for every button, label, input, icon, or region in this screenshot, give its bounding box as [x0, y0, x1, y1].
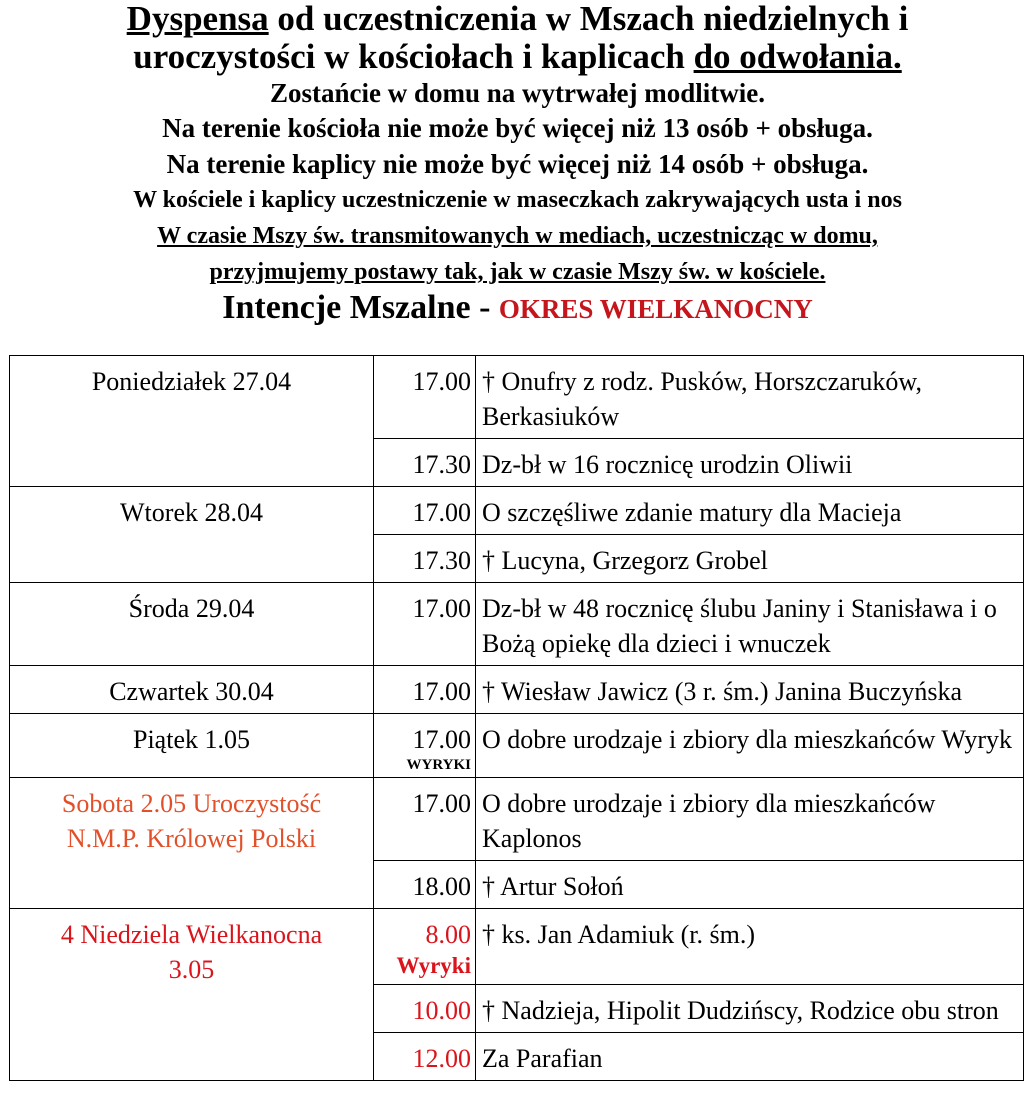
announcement-header: [0, 0, 1035, 327]
time-cell: 12.00: [374, 1033, 476, 1081]
intention-cell: Dz-bł w 48 rocznicę ślubu Janiny i Stanisława i o Bożą opiekę dla dzieci i wnuczek: [476, 583, 1024, 666]
day-cell-saturday: Sobota 2.05 Uroczystość N.M.P. Królowej Polski: [10, 778, 374, 909]
day-cell: Poniedziałek 27.04: [10, 356, 374, 487]
until-revoked: do odwołania.: [693, 37, 902, 76]
header-line-3: Zostańcie w domu na wytrwałej modlitwie.: [270, 78, 765, 108]
day-cell: Środa 29.04: [10, 583, 374, 666]
location-note: WYRYKI: [406, 757, 471, 773]
intention-cell: Dz-bł w 16 rocznicę urodzin Oliwii: [476, 439, 1024, 487]
table-row: [10, 356, 1024, 439]
dispensation-word: Dyspensa: [126, 0, 269, 38]
time-cell: 17.00: [374, 356, 476, 439]
day-cell: Piątek 1.05: [10, 714, 374, 778]
header-line-1: Dyspensa od uczestniczenia w Mszach niedzielnych i: [126, 0, 909, 38]
time-cell: 10.00: [374, 985, 476, 1033]
time-cell: 17.00: [374, 778, 476, 861]
header-line-5: Na terenie kaplicy nie może być więcej niż 14 osób + obsługa.: [166, 149, 869, 179]
day-cell-sunday: 4 Niedziela Wielkanocna 3.05: [10, 909, 374, 1081]
header-line-7: W czasie Mszy św. transmitowanych w mediach, uczestnicząc w domu,: [157, 223, 878, 249]
location-note: Wyryki: [396, 953, 471, 978]
intention-cell: † Artur Sołoń: [476, 861, 1024, 909]
time-cell: 18.00: [374, 861, 476, 909]
time-cell: 8.00 Wyryki: [374, 909, 476, 985]
day-cell: Wtorek 28.04: [10, 487, 374, 583]
time-cell: 17.30: [374, 535, 476, 583]
time-cell: 17.00: [374, 666, 476, 714]
header-line-4: Na terenie kościoła nie może być więcej niż 13 osób + obsługa.: [162, 113, 873, 143]
header-line-2: uroczystości w kościołach i kaplicach do odwołania.: [133, 37, 902, 76]
time-cell: 17.30: [374, 439, 476, 487]
day-cell: Czwartek 30.04: [10, 666, 374, 714]
intention-cell: † Nadzieja, Hipolit Dudzińscy, Rodzice obu stron: [476, 985, 1024, 1033]
intention-cell: † Lucyna, Grzegorz Grobel: [476, 535, 1024, 583]
table-row: [10, 666, 1024, 714]
intention-cell: † Onufry z rodz. Pusków, Horszczaruków, Berkasiuków: [476, 356, 1024, 439]
intentions-title: Intencje Mszalne - OKRES WIELKANOCNY: [222, 289, 813, 326]
intentions-table: [9, 355, 1024, 1081]
intention-cell: O szczęśliwe zdanie matury dla Macieja: [476, 487, 1024, 535]
table-row: [10, 909, 1024, 985]
time-cell: 17.00 WYRYKI: [374, 714, 476, 778]
table-row: [10, 583, 1024, 666]
table-row: [10, 778, 1024, 861]
table-row: [10, 714, 1024, 778]
intention-cell: O dobre urodzaje i zbiory dla mieszkańców Wyryk: [476, 714, 1024, 778]
intention-cell: † ks. Jan Adamiuk (r. śm.): [476, 909, 1024, 985]
intention-cell: † Wiesław Jawicz (3 r. śm.) Janina Buczyńska: [476, 666, 1024, 714]
table-row: [10, 487, 1024, 535]
intention-cell: Za Parafian: [476, 1033, 1024, 1081]
time-cell: 17.00: [374, 487, 476, 535]
season-label: OKRES WIELKANOCNY: [498, 294, 813, 324]
time-cell: 17.00: [374, 583, 476, 666]
intention-cell: O dobre urodzaje i zbiory dla mieszkańców Kaplonos: [476, 778, 1024, 861]
header-line-6: W kościele i kaplicy uczestniczenie w maseczkach zakrywających usta i nos: [133, 187, 902, 213]
header-line-8: przyjmujemy postawy tak, jak w czasie Mszy św. w kościele.: [209, 259, 826, 285]
